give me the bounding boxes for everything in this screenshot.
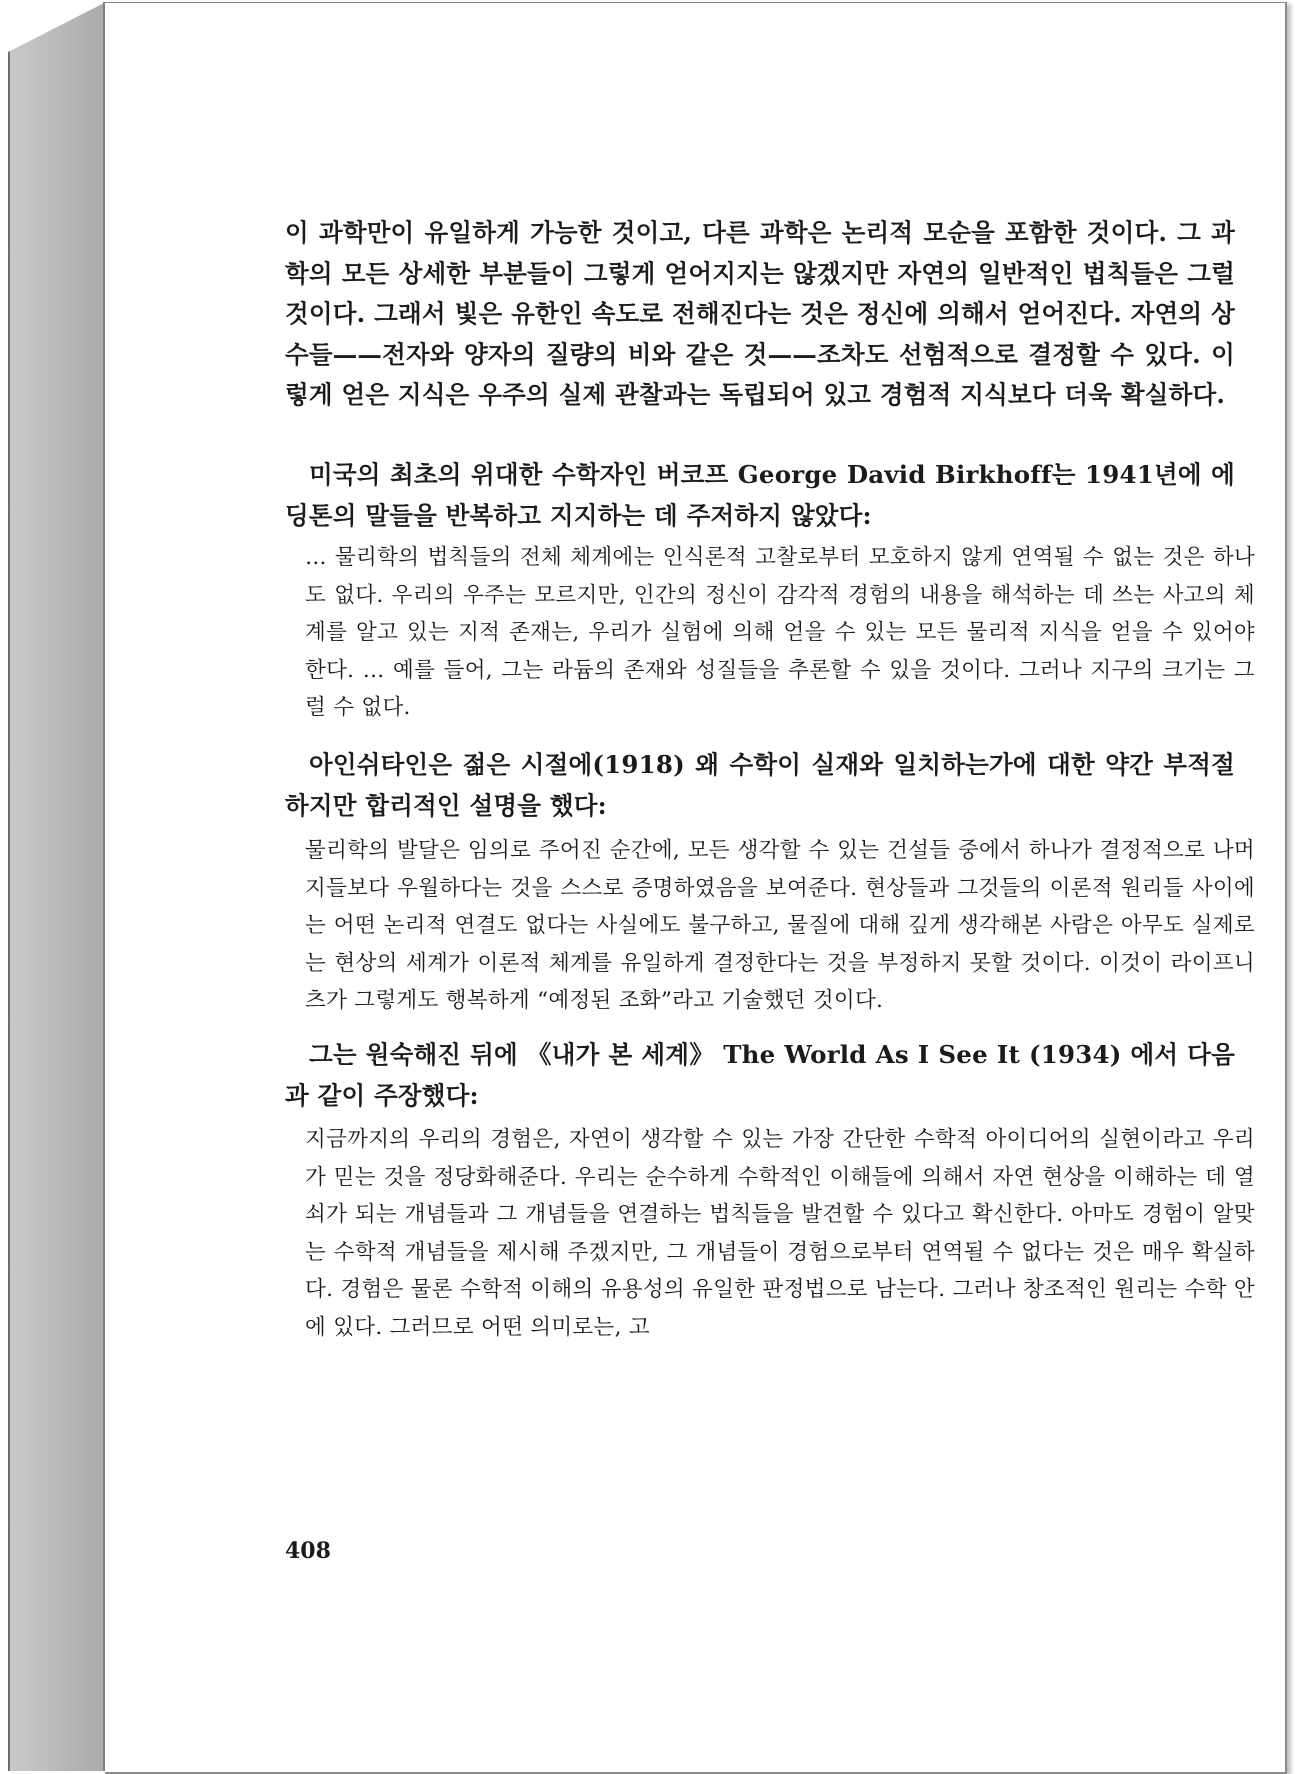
- paragraph-rationalism: 이 과학만이 유일하게 가능한 것이고, 다른 과학은 논리적 모순을 포함한 것이다. 그 과학의 모든 상세한 부분들이 그렇게 얻어지지는 않겠지만 자연의 일반적인 법칙들은 그럴 것이다. 그래서 빛은 유한인 속도로 전해진다는 것은 정신에 의해서 얻어진다. 자연의 상수들——전자와 양자의 질량의 비와 같은 것——조차도 선험적으로 결정할 수 있다. 이렇게 얻은 지식은 우주의 실제 관찰과는 독립되어 있고 경험적 지식보다 더욱 확실하다.: [285, 218, 1235, 409]
- paragraph-birkhoff-intro: 미국의 최초의 위대한 수학자인 버코프 George David Birkhoff는 1941년에 에딩톤의 말들을 반복하고 지지하는 데 주저하지 않았다:: [285, 460, 1235, 530]
- paragraph-world-as-i-see-it: 그는 원숙해진 뒤에 《내가 본 세계》 The World As I See It (1934) 에서 다음과 같이 주장했다:: [285, 1040, 1235, 1110]
- page-number: 408: [285, 1538, 331, 1564]
- book-page: [105, 2, 1287, 1774]
- book-spine: [8, 2, 106, 1771]
- quote-einstein-1918: 물리학의 발달은 임의로 주어진 순간에, 모든 생각할 수 있는 건설들 중에서 하나가 결정적으로 나머지들보다 우월하다는 것을 스스로 증명하였음을 보여준다. 현상들과 그것들의 이론적 원리들 사이에는 어떤 논리적 연결도 없다는 사실에도 불구하고, 물질에 대해 깊게 생각해본 사람은 아무도 실제로는 현상의 세계가 이론적 체계를 유일하게 결정한다는 것을 부정하지 못할 것이다. 이것이 라이프니츠가 그렇게도 행복하게 “예정된 조화”라고 기술했던 것이다.: [305, 838, 1255, 1013]
- quote-einstein-1934: 지금까지의 우리의 경험은, 자연이 생각할 수 있는 가장 간단한 수학적 아이디어의 실현이라고 우리가 믿는 것을 정당화해준다. 우리는 순수하게 수학적인 이해들에 의해서 자연 현상을 이해하는 데 열쇠가 되는 개념들과 그 개념들을 연결하는 법칙들을 발견할 수 있다고 확신한다. 아마도 경험이 알맞는 수학적 개념들을 제시해 주겠지만, 그 개념들이 경험으로부터 연역될 수 없다는 것은 매우 확실하다. 경험은 물론 수학적 이해의 유용성의 유일한 판정법으로 남는다. 그러나 창조적인 원리는 수학 안에 있다. 그러므로 어떤 의미로는, 고: [305, 1127, 1255, 1340]
- paragraph-einstein-intro: 아인쉬타인은 젊은 시절에(1918) 왜 수학이 실재와 일치하는가에 대한 약간 부적절하지만 합리적인 설명을 했다:: [285, 750, 1235, 820]
- quote-birkhoff: … 물리학의 법칙들의 전체 체계에는 인식론적 고찰로부터 모호하지 않게 연역될 수 없는 것은 하나도 없다. 우리의 우주는 모르지만, 인간의 정신이 감각적 경험의 내용을 해석하는 데 쓰는 사고의 체계를 알고 있는 지적 존재는, 우리가 실험에 의해 얻을 수 있는 모든 물리적 지식을 얻을 수 있어야 한다. … 예를 들어, 그는 라듐의 존재와 성질들을 추론할 수 있을 것이다. 그러나 지구의 크기는 그럴 수 없다.: [305, 545, 1255, 720]
